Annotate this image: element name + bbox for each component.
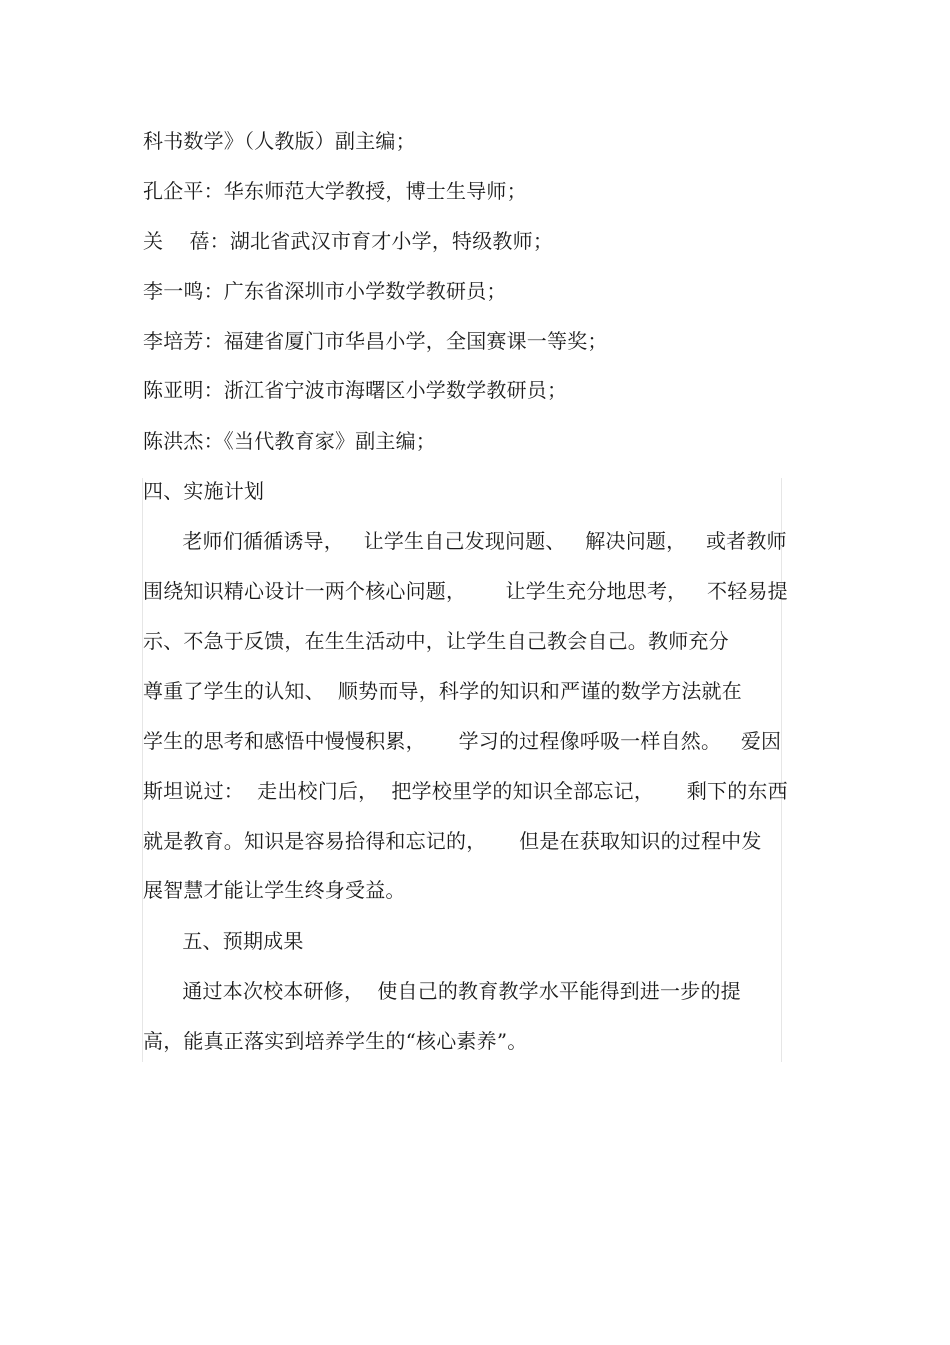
paragraph-line: 尊重了学生的认知、 顺势而导，科学的知识和严谨的数学方法就在 <box>143 679 742 703</box>
member-line: 李培芳：福建省厦门市华昌小学，全国赛课一等奖； <box>143 329 608 353</box>
paragraph-line: 学生的思考和感悟中慢慢积累， 学习的过程像呼吸一样自然。 爱因 <box>143 729 782 753</box>
paragraph-line: 高，能真正落实到培养学生的“核心素养”。 <box>143 1029 528 1053</box>
member-line: 科书数学》（人教版）副主编； <box>143 129 416 153</box>
paragraph-line: 就是教育。知识是容易拾得和忘记的， 但是在获取知识的过程中发 <box>143 829 762 853</box>
paragraph-line: 展智慧才能让学生终身受益。 <box>143 878 406 902</box>
paragraph-line: 通过本次校本研修， 使自己的教育教学水平能得到进一步的提 <box>143 979 741 1003</box>
paragraph-line: 斯坦说过： 走出校门后， 把学校里学的知识全部忘记， 剩下的东西 <box>143 779 788 803</box>
member-line: 陈亚明：浙江省宁波市海曙区小学数学教研员； <box>143 378 568 402</box>
section-heading-results: 五、预期成果 <box>143 929 304 953</box>
member-line: 陈洪杰：《当代教育家》副主编； <box>143 429 436 453</box>
paragraph-line: 老师们循循诱导， 让学生自己发现问题、 解决问题， 或者教师 <box>143 529 787 553</box>
paragraph-line: 示、不急于反馈，在生生活动中，让学生自己教会自己。教师充分 <box>143 629 729 653</box>
section-heading-plan: 四、实施计划 <box>143 479 265 503</box>
content-frame <box>142 478 782 1062</box>
paragraph-line: 围绕知识精心设计一两个核心问题， 让学生充分地思考， 不轻易提 <box>143 579 788 603</box>
member-line: 李一鸣：广东省深圳市小学数学教研员； <box>143 279 507 303</box>
member-line: 关 蓓：湖北省武汉市育才小学，特级教师； <box>143 229 554 253</box>
member-line: 孔企平：华东师范大学教授，博士生导师； <box>143 179 527 203</box>
